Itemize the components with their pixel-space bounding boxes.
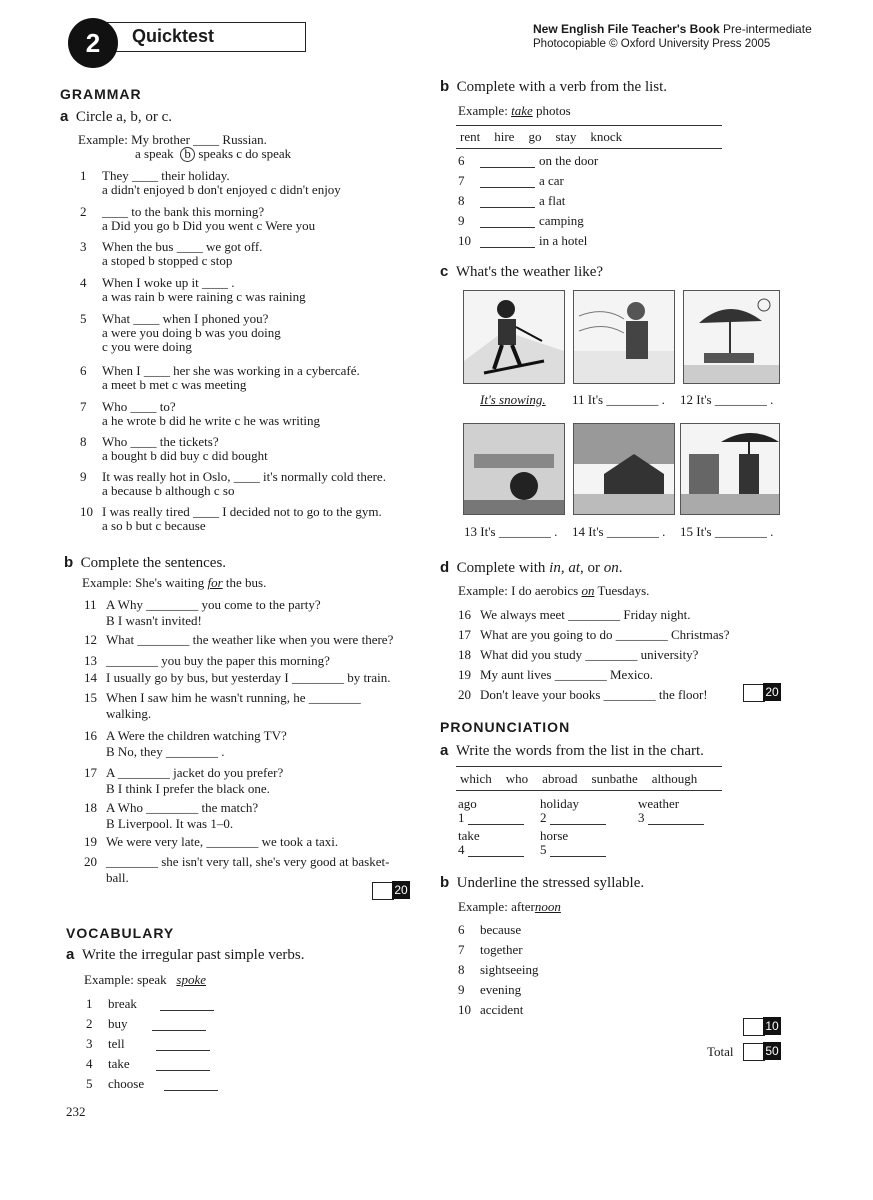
weather-caption-11: 11 It's ________ .: [572, 392, 665, 407]
vocab-d-item-number: 16: [458, 607, 471, 622]
grammar-b-example: Example: She's waiting for the bus.: [82, 575, 267, 590]
grammar-a-question: When I woke up it ____ .: [102, 275, 235, 290]
chart-heading-word: holiday: [540, 796, 579, 811]
vocab-b-example: Example: take photos: [458, 103, 571, 118]
grammar-heading: GRAMMAR: [60, 86, 142, 102]
vocab-b-item-number: 10: [458, 233, 471, 248]
pron-b-word: together: [480, 942, 523, 957]
pron-b-word: because: [480, 922, 522, 937]
grammar-b-sentence: B I think I prefer the black one.: [106, 781, 270, 796]
grammar-a-question: Who ____ to?: [102, 399, 176, 414]
grammar-a-example-options: a speak b speaks c do speak: [135, 146, 292, 161]
grammar-a-options: a Did you go b Did you went c Were you: [102, 218, 316, 233]
grammar-b-sentence: A Were the children watching TV?: [106, 728, 287, 743]
word-list-item: hire: [494, 129, 515, 144]
vocab-a-verb: break: [108, 996, 137, 1011]
grammar-a-item-number: 9: [80, 469, 87, 484]
pron-b-word: sightseeing: [480, 962, 539, 977]
vocab-d-item-number: 19: [458, 667, 471, 682]
vocab-a-item-number: 5: [86, 1076, 93, 1091]
vocab-d-sentence: My aunt lives ________ Mexico.: [480, 667, 653, 682]
skier-illustration: [464, 291, 564, 383]
chart-item-number: 2: [540, 810, 547, 825]
chart-item-number: 5: [540, 842, 547, 857]
weather-picture-13: [463, 423, 565, 515]
vocabulary-score-box[interactable]: [743, 684, 765, 702]
grammar-b-item-number: 14: [84, 670, 97, 685]
grammar-b-instruction: b Complete the sentences.: [64, 554, 227, 571]
grammar-a-options: a he wrote b did he write c he was writing: [102, 413, 321, 428]
weather-picture-snow: [463, 290, 565, 384]
vocab-b-phrase: a car: [539, 173, 564, 188]
pron-b-item-number: 9: [458, 982, 465, 997]
vocab-a-item-number: 1: [86, 996, 93, 1011]
grammar-a-item-number: 10: [80, 504, 93, 519]
grammar-a-question: I was really tired ____ I decided not to go to the gym.: [102, 504, 382, 519]
vocab-a-verb: take: [108, 1056, 130, 1071]
word-list-item: which: [460, 771, 492, 786]
grammar-b-item-number: 18: [84, 800, 97, 815]
grammar-b-sentence: ________ you buy the paper this morning?: [106, 653, 330, 668]
chart-heading-word: ago: [458, 796, 477, 811]
vocab-b-item-number: 6: [458, 153, 465, 168]
pron-b-item-number: 7: [458, 942, 465, 957]
grammar-a-options: a bought b did buy c did bought: [102, 448, 268, 463]
vocab-a-item-number: 2: [86, 1016, 93, 1031]
chart-item-number: 3: [638, 810, 645, 825]
sunny-beach-illustration: [684, 291, 779, 383]
grammar-b-item-number: 16: [84, 728, 97, 743]
grammar-a-instruction: a Circle a, b, or c.: [60, 108, 173, 125]
answer-blank[interactable]: [480, 175, 535, 188]
grammar-b-item-number: 19: [84, 834, 97, 849]
grammar-a-question: What ____ when I phoned you?: [102, 311, 269, 326]
vocab-a-verb: buy: [108, 1016, 128, 1031]
vocab-d-item-number: 20: [458, 687, 471, 702]
grammar-b-item-number: 17: [84, 765, 97, 780]
vocab-b-item-number: 9: [458, 213, 465, 228]
word-list-item: go: [528, 129, 542, 144]
vocab-d-instruction: d Complete with in, at, or on.: [440, 559, 623, 576]
vocab-d-sentence: What did you study ________ university?: [480, 647, 699, 662]
vocab-a-verb: choose: [108, 1076, 145, 1091]
vocab-d-sentence: What are you going to do ________ Christmas?: [480, 627, 730, 642]
grammar-a-options: a was rain b were raining c was raining: [102, 289, 306, 304]
grammar-score-box[interactable]: [372, 882, 394, 900]
divider: [456, 790, 722, 791]
vocab-a-item-number: 4: [86, 1056, 93, 1071]
grammar-b-item-number: 15: [84, 690, 97, 705]
grammar-a-item-number: 5: [80, 311, 87, 326]
pron-b-word: evening: [480, 982, 522, 997]
grammar-a-options: a were you doing b was you doing: [102, 325, 281, 340]
vocabulary-heading: VOCABULARY: [66, 925, 175, 941]
answer-blank[interactable]: [468, 844, 524, 857]
pron-b-item-number: 8: [458, 962, 465, 977]
grammar-a-question: When the bus ____ we got off.: [102, 239, 263, 254]
total-score-box[interactable]: [743, 1043, 765, 1061]
answer-blank[interactable]: [152, 1018, 206, 1031]
grammar-b-item-number: 12: [84, 632, 97, 647]
grammar-score-total: 20: [392, 881, 410, 899]
vocab-d-item-number: 18: [458, 647, 471, 662]
grammar-a-question: ____ to the bank this morning?: [102, 204, 265, 219]
grammar-a-question: Who ____ the tickets?: [102, 434, 219, 449]
vocab-b-phrase: camping: [539, 213, 584, 228]
grammar-a-options: a because b although c so: [102, 483, 235, 498]
grammar-b-item-number: 20: [84, 854, 97, 869]
grammar-a-question: When I ____ her she was working in a cybercafé.: [102, 363, 360, 378]
foggy-illustration: [464, 424, 564, 514]
grammar-a-example: Example: My brother ____ Russian.: [78, 132, 267, 147]
vocab-d-item-number: 17: [458, 627, 471, 642]
weather-picture-11: [573, 290, 675, 384]
vocab-c-instruction: c What's the weather like?: [440, 263, 604, 280]
grammar-a-options: a meet b met c was meeting: [102, 377, 247, 392]
vocab-d-sentence: We always meet ________ Friday night.: [480, 607, 691, 622]
divider: [456, 766, 722, 767]
answer-blank[interactable]: [480, 195, 535, 208]
pron-b-item-number: 6: [458, 922, 465, 937]
vocab-d-sentence: Don't leave your books ________ the floor!: [480, 687, 708, 702]
divider: [456, 125, 722, 126]
vocab-b-item-number: 7: [458, 173, 465, 188]
weather-example-answer: It's snowing.: [480, 392, 546, 407]
publisher-line-1: New English File Teacher's Book Pre-intermediate: [533, 22, 812, 36]
word-list-item: abroad: [542, 771, 578, 786]
vocab-b-item-number: 8: [458, 193, 465, 208]
vocab-b-word-list: [460, 129, 636, 145]
chart-heading-word: weather: [638, 796, 680, 811]
unit-number-badge: 2: [68, 18, 118, 68]
vocabulary-score-total: 20: [763, 683, 781, 701]
page-number: 232: [66, 1104, 86, 1119]
grammar-a-item-number: 2: [80, 204, 87, 219]
chart-item-number: 4: [458, 842, 465, 857]
answer-blank[interactable]: [480, 215, 535, 228]
answer-blank[interactable]: [160, 998, 214, 1011]
rainy-illustration: [681, 424, 779, 514]
windy-illustration: [574, 291, 674, 383]
answer-blank[interactable]: [480, 235, 535, 248]
grammar-a-options: a didn't enjoyed b don't enjoyed c didn't enjoy: [102, 182, 341, 197]
grammar-b-sentence: walking.: [106, 706, 152, 721]
grammar-b-sentence: B No, they ________ .: [106, 744, 225, 759]
word-list-item: stay: [555, 129, 577, 144]
answer-blank[interactable]: [468, 812, 524, 825]
grammar-b-item-number: 13: [84, 653, 97, 668]
grammar-b-sentence: B Liverpool. It was 1–0.: [106, 816, 234, 831]
chart-heading-word: horse: [540, 828, 569, 843]
total-score: 50: [763, 1042, 781, 1060]
weather-picture-14: [573, 423, 675, 515]
word-list-item: rent: [460, 129, 481, 144]
answer-blank[interactable]: [550, 844, 606, 857]
grammar-b-sentence: B I wasn't invited!: [106, 613, 202, 628]
publisher-line-2: Photocopiable © Oxford University Press 2005: [533, 38, 771, 50]
answer-blank[interactable]: [156, 1038, 210, 1051]
total-label: Total: [707, 1044, 734, 1059]
weather-caption-13: 13 It's ________ .: [464, 524, 558, 539]
grammar-a-item-number: 8: [80, 434, 87, 449]
answer-blank[interactable]: [550, 812, 606, 825]
grammar-b-sentence: A Who ________ the match?: [106, 800, 259, 815]
vocab-b-phrase: on the door: [539, 153, 599, 168]
pron-b-word: accident: [480, 1002, 524, 1017]
grammar-a-options: a stoped b stopped c stop: [102, 253, 233, 268]
grammar-a-question: It was really hot in Oslo, ____ it's normally cold there.: [102, 469, 386, 484]
weather-picture-15: [680, 423, 780, 515]
grammar-a-item-number: 4: [80, 275, 87, 290]
vocab-b-phrase: in a hotel: [539, 233, 588, 248]
vocab-b-phrase: a flat: [539, 193, 566, 208]
pron-b-item-number: 10: [458, 1002, 471, 1017]
weather-caption-14: 14 It's ________ .: [572, 524, 666, 539]
grammar-a-item-number: 6: [80, 363, 87, 378]
grammar-a-item-number: 1: [80, 168, 87, 183]
grammar-b-sentence: A Why ________ you come to the party?: [106, 597, 321, 612]
answer-blank[interactable]: [648, 812, 704, 825]
answer-blank[interactable]: [164, 1078, 218, 1091]
vocab-d-example: Example: I do aerobics on Tuesdays.: [458, 583, 650, 598]
vocab-a-item-number: 3: [86, 1036, 93, 1051]
grammar-b-sentence: ball.: [106, 870, 129, 885]
pronunciation-heading: PRONUNCIATION: [440, 719, 571, 735]
weather-caption-15: 15 It's ________ .: [680, 524, 774, 539]
vocab-a-instruction: a Write the irregular past simple verbs.: [66, 946, 305, 963]
weather-caption-12: 12 It's ________ .: [680, 392, 774, 407]
stormy-illustration: [574, 424, 674, 514]
answer-blank[interactable]: [480, 155, 535, 168]
grammar-a-item-number: 3: [80, 239, 87, 254]
pron-b-example: Example: afternoon: [458, 899, 561, 914]
grammar-a-item-number: 7: [80, 399, 87, 414]
pron-a-instruction: a Write the words from the list in the chart.: [440, 742, 704, 759]
grammar-a-options: c you were doing: [102, 339, 192, 354]
pron-a-word-list: [460, 771, 711, 787]
grammar-b-sentence: What ________ the weather like when you were there?: [106, 632, 394, 647]
grammar-b-sentence: I usually go by bus, but yesterday I ________ by train.: [106, 670, 391, 685]
grammar-b-sentence: ________ she isn't very tall, she's very good at basket-: [106, 854, 390, 869]
grammar-a-options: a so b but c because: [102, 518, 206, 533]
weather-picture-12: [683, 290, 780, 384]
chart-heading-word: take: [458, 828, 480, 843]
vocab-a-example: Example: speak spoke: [84, 972, 207, 987]
word-list-item: although: [651, 771, 698, 786]
divider: [456, 148, 722, 149]
grammar-b-sentence: When I saw him he wasn't running, he ________: [106, 690, 361, 705]
word-list-item: sunbathe: [591, 771, 638, 786]
grammar-b-sentence: A ________ jacket do you prefer?: [106, 765, 284, 780]
pron-b-instruction: b Underline the stressed syllable.: [440, 874, 645, 891]
page-title: Quicktest: [132, 26, 215, 46]
vocab-b-instruction: b Complete with a verb from the list.: [440, 78, 668, 95]
chart-item-number: 1: [458, 810, 465, 825]
answer-blank[interactable]: [156, 1058, 210, 1071]
grammar-b-sentence: We were very late, ________ we took a taxi.: [106, 834, 339, 849]
word-list-item: who: [505, 771, 529, 786]
grammar-b-item-number: 11: [84, 597, 97, 612]
vocab-a-verb: tell: [108, 1036, 125, 1051]
pronunciation-score-total: 10: [763, 1017, 781, 1035]
grammar-a-question: They ____ their holiday.: [102, 168, 230, 183]
pronunciation-score-box[interactable]: [743, 1018, 765, 1036]
word-list-item: knock: [590, 129, 623, 144]
